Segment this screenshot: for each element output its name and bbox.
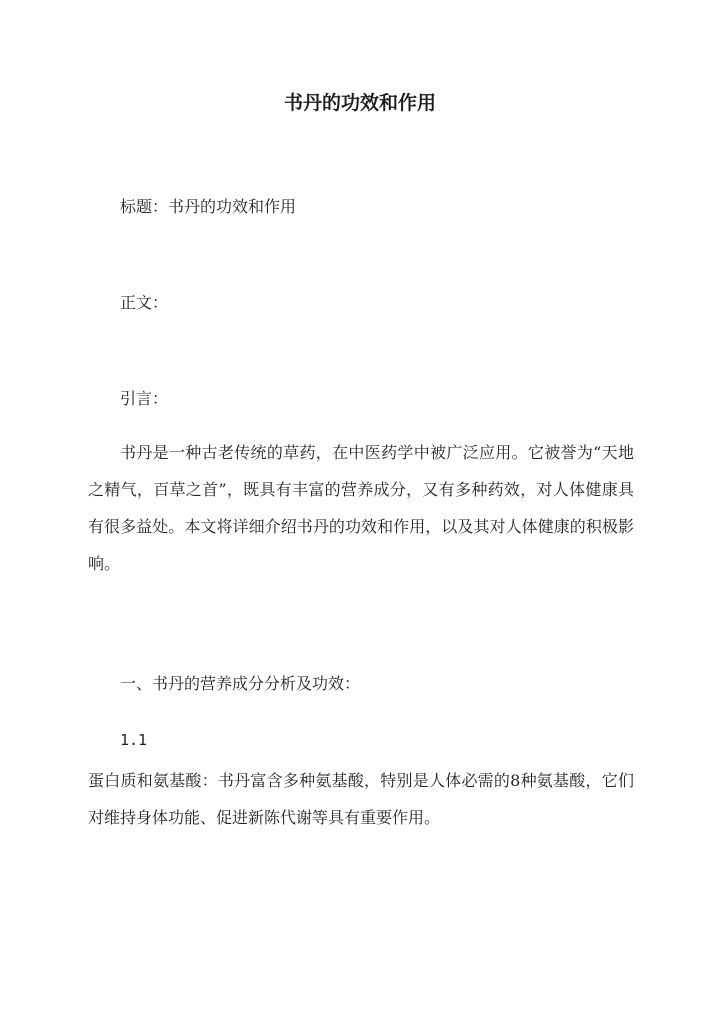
intro-label: 引言：	[120, 389, 169, 408]
heading-label: 标题：书丹的功效和作用	[120, 197, 297, 216]
subsection-paragraph: 蛋白质和氨基酸：书丹富含多种氨基酸，特别是人体必需的8种氨基酸，它们对维持身体功能、促进新陈代谢等具有重要作用。	[88, 771, 634, 827]
body-label: 正文：	[120, 293, 169, 312]
section-heading: 一、书丹的营养成分分析及功效：	[120, 674, 361, 693]
subsection-number: 1.1	[120, 731, 148, 749]
intro-paragraph: 书丹是一种古老传统的草药，在中医药学中被广泛应用。它被誉为“天地之精气，百草之首”，既具有丰富的营养成分，又有多种药效，对人体健康具有很多益处。本文将详细介绍书丹的功效和作用，以及其对人体健康的积极影响。	[88, 443, 634, 573]
page-title: 书丹的功效和作用	[283, 92, 436, 114]
